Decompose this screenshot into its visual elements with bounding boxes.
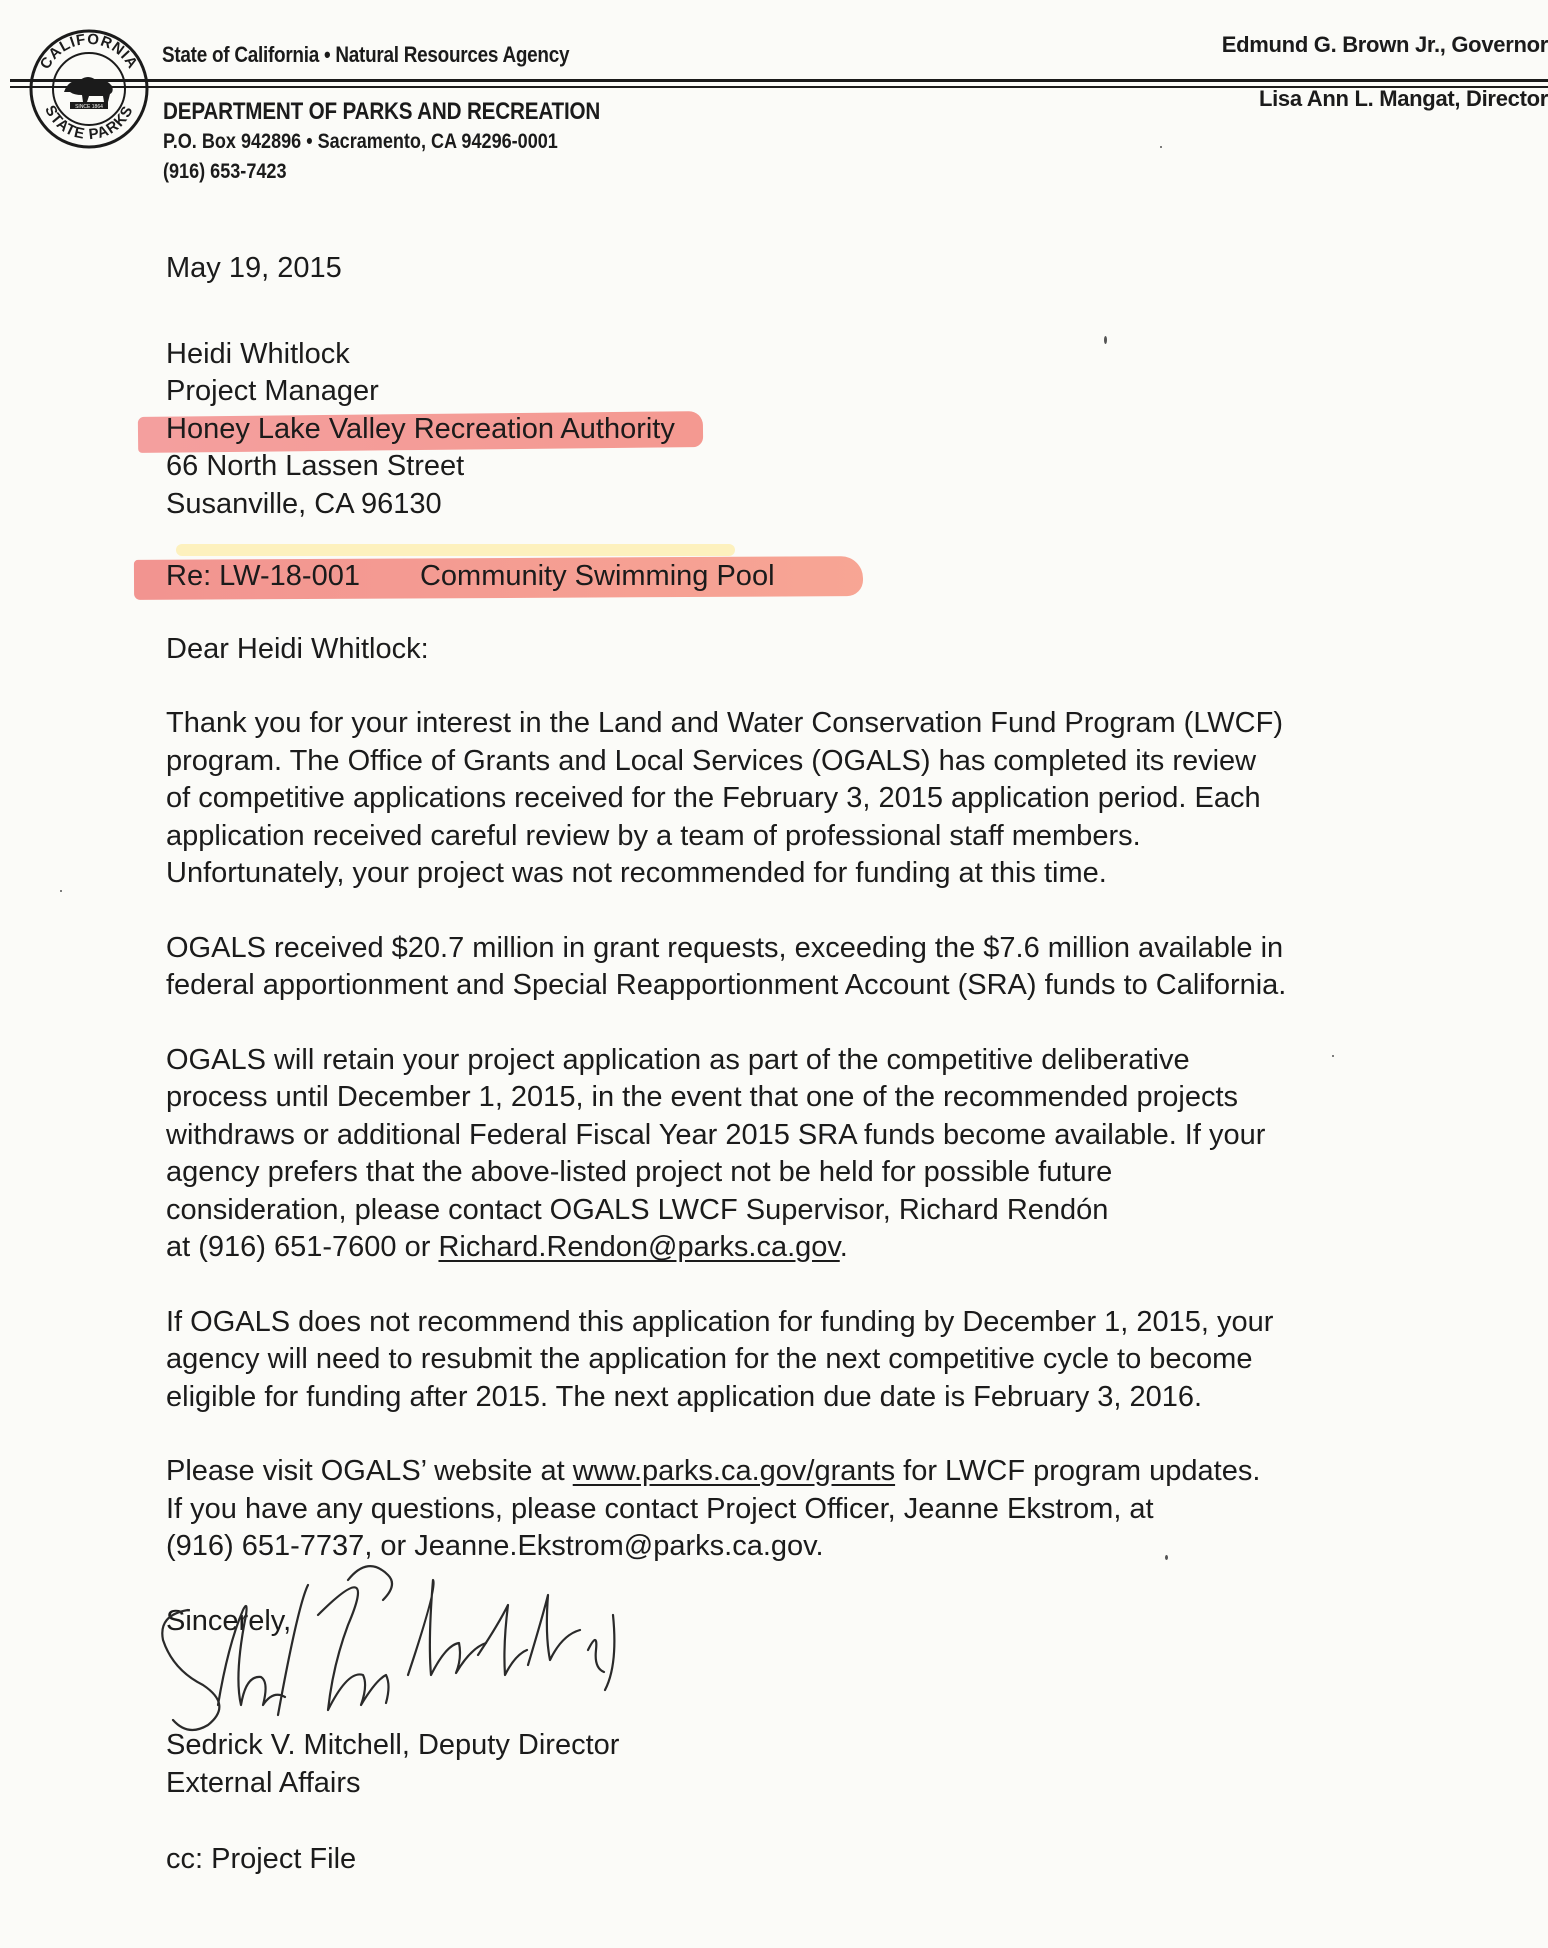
paragraph-line: OGALS received $20.7 million in grant requests, exceeding the $7.6 million available in (166, 931, 1284, 964)
signer-name: Sedrick V. Mitchell, Deputy Director (166, 1729, 620, 1761)
re-line (166, 558, 775, 596)
paragraph-line: Thank you for your interest in the Land and Water Conservation Fund Program (LWCF) (166, 707, 1283, 739)
paragraph-2 (166, 930, 1436, 1005)
letterhead-department: DEPARTMENT OF PARKS AND RECREATION (163, 98, 601, 125)
supervisor-email-link[interactable]: Richard.Rendon@parks.ca.gov (438, 1231, 840, 1263)
paragraph-line: agency will need to resubmit the application for the next competitive cycle to become (166, 1343, 1253, 1375)
recipient-street: 66 North Lassen Street (166, 450, 465, 482)
letter-body (166, 250, 1436, 1640)
paragraph-3 (166, 1042, 1436, 1267)
paragraph-line: If OGALS does not recommend this application for funding by December 1, 2015, your (166, 1305, 1274, 1338)
svg-text:CALIFORNIA: CALIFORNIA (36, 30, 142, 73)
paragraph-line: OGALS will retain your project application as part of the competitive deliberative (166, 1043, 1190, 1076)
paragraph-line-suffix: . (839, 1231, 848, 1263)
paragraph-line: application received careful review by a team of professional staff members. (166, 819, 1141, 852)
california-state-parks-seal-icon (28, 28, 150, 150)
recipient-title: Project Manager (166, 375, 379, 407)
paragraph-line: program. The Office of Grants and Local Services (OGALS) has completed its review (166, 744, 1257, 777)
grants-website-link[interactable]: www.parks.ca.gov/grants (572, 1455, 896, 1487)
paragraph-line-prefix: at (916) 651-7600 or (166, 1231, 439, 1263)
closing: Sincerely, (166, 1604, 292, 1637)
paragraph-line: Unfortunately, your project was not recommended for funding at this time. (166, 857, 1107, 889)
paragraph-5 (166, 1453, 1436, 1566)
recipient-name: Heidi Whitlock (166, 337, 350, 370)
signature-block (166, 1726, 619, 1802)
letter-date: May 19, 2015 (166, 252, 342, 284)
recipient-address (166, 336, 1436, 524)
scan-speck (1160, 146, 1162, 148)
signature-icon (148, 1555, 728, 1745)
letterhead-address: P.O. Box 942896 • Sacramento, CA 94296-0001 (163, 130, 558, 153)
recipient-city: Susanville, CA 96130 (166, 487, 442, 520)
cc-line: cc: Project File (166, 1843, 357, 1875)
paragraph-line: of competitive applications received for the February 3, 2015 application period. Each (166, 782, 1261, 814)
salutation: Dear Heidi Whitlock: (166, 632, 429, 665)
re-subject: Community Swimming Pool (419, 560, 775, 592)
letterhead-director: Lisa Ann L. Mangat, Director (1258, 86, 1548, 111)
paragraph-line: If you have any questions, please contact Project Officer, Jeanne Ekstrom, at (166, 1492, 1154, 1525)
letterhead-phone: (916) 653-7423 (163, 160, 287, 183)
letterhead-rule (10, 79, 1548, 82)
paragraph-line: consideration, please contact OGALS LWCF Supervisor, Richard Rendón (166, 1193, 1109, 1226)
paragraph-line-prefix: Please visit OGALS’ website at (166, 1455, 573, 1487)
svg-text:STATE PARKS: STATE PARKS (41, 102, 137, 144)
scan-speck (1104, 336, 1107, 344)
letterhead-governor: Edmund G. Brown Jr., Governor (1221, 32, 1548, 57)
paragraph-line: federal apportionment and Special Reapportionment Account (SRA) funds to California. (166, 969, 1287, 1001)
paragraph-line: withdraws or additional Federal Fiscal Year 2015 SRA funds become available. If your (166, 1118, 1266, 1151)
scan-speck (60, 890, 62, 892)
paragraph-4 (166, 1304, 1436, 1417)
paragraph-line: process until December 1, 2015, in the event that one of the recommended projects (166, 1081, 1239, 1113)
paragraph-line-suffix: for LWCF program updates. (895, 1455, 1261, 1487)
paragraph-line: agency prefers that the above-listed project not be held for possible future (166, 1156, 1113, 1188)
paragraph-line: eligible for funding after 2015. The next application due date is February 3, 2016. (166, 1380, 1203, 1413)
letterhead-agency: State of California • Natural Resources Agency (162, 42, 570, 67)
scan-speck (1332, 1055, 1334, 1057)
paragraph-1 (166, 705, 1436, 893)
signer-unit: External Affairs (166, 1767, 361, 1799)
svg-text:SINCE 1864: SINCE 1864 (75, 104, 103, 110)
paragraph-line: (916) 651-7737, or Jeanne.Ekstrom@parks.ca.gov. (166, 1530, 824, 1562)
recipient-organization: Honey Lake Valley Recreation Authority (166, 411, 675, 449)
re-reference: Re: LW-18-001 (166, 560, 360, 592)
scan-speck (1165, 1555, 1168, 1560)
